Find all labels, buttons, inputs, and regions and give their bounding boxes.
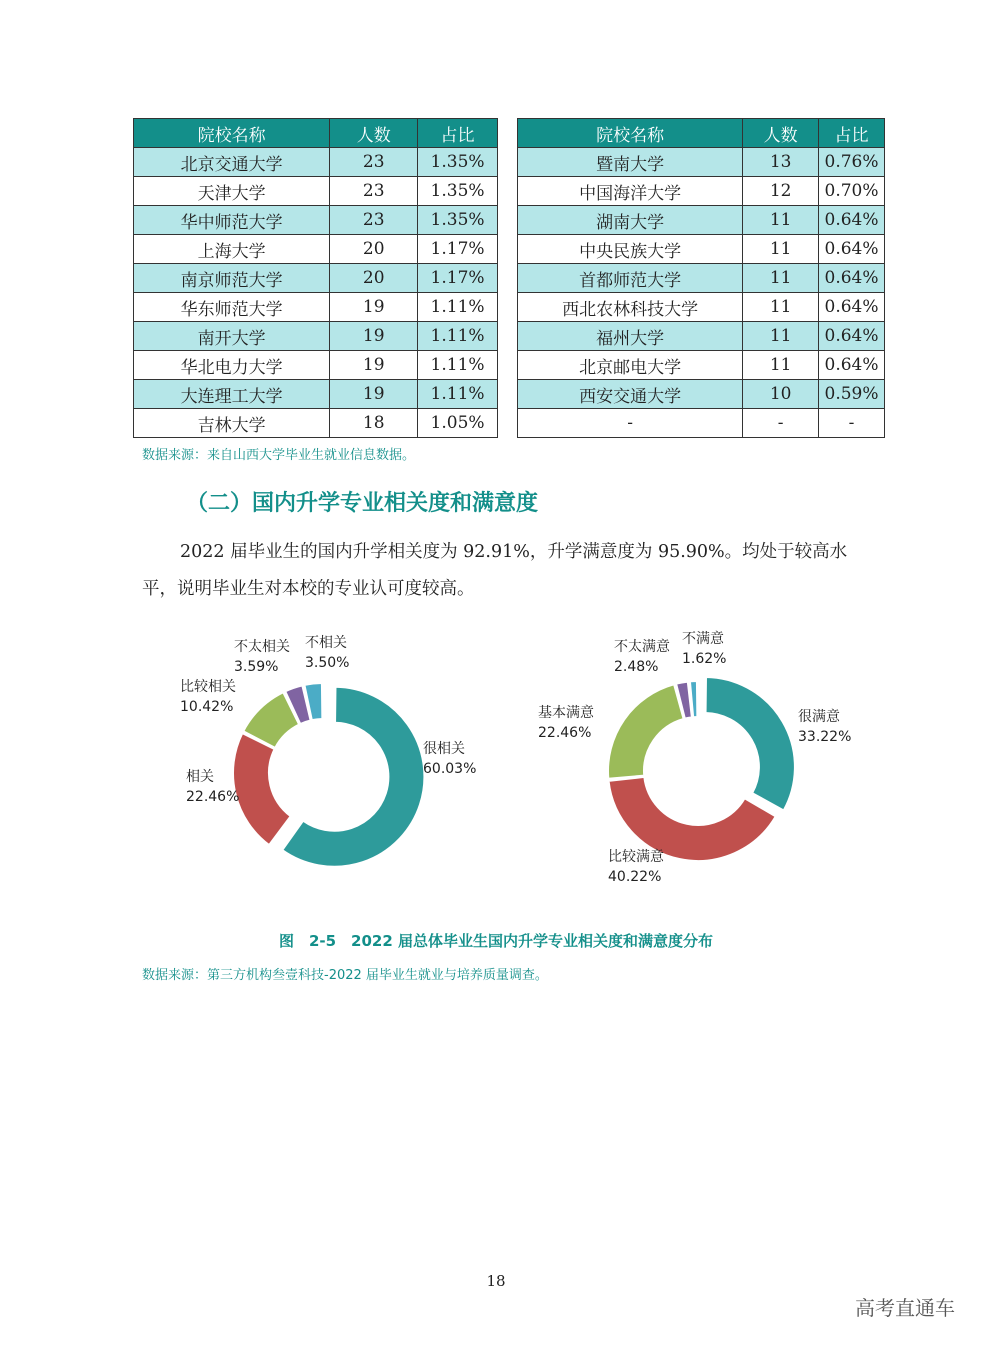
cell-count: 18 xyxy=(330,409,418,438)
cell-school-name: 西安交通大学 xyxy=(518,380,743,409)
table-row xyxy=(518,235,885,264)
slice-value-label: 2.48% xyxy=(614,659,659,675)
figure-caption: 图 2-5 2022 届总体毕业生国内升学专业相关度和满意度分布 xyxy=(278,932,714,950)
table-row xyxy=(518,380,885,409)
slice-label: 很相关 xyxy=(423,741,465,757)
cell-ratio: 1.11% xyxy=(418,293,498,322)
cell-school-name: 福州大学 xyxy=(518,322,743,351)
table-row xyxy=(518,322,885,351)
cell-school-name: 北京邮电大学 xyxy=(518,351,743,380)
cell-count: 20 xyxy=(330,235,418,264)
cell-school-name: 大连理工大学 xyxy=(134,380,330,409)
cell-ratio: 0.64% xyxy=(819,235,885,264)
section-heading: （二）国内升学专业相关度和满意度 xyxy=(186,491,539,516)
cell-ratio: 1.11% xyxy=(418,322,498,351)
body-paragraph: 2022 届毕业生的国内升学相关度为 92.91%，升学满意度为 95.90%。均处于较高水平，说明毕业生对本校的专业认可度较高。 xyxy=(142,542,848,599)
table-universities-right xyxy=(517,118,885,438)
cell-count: 10 xyxy=(743,380,819,409)
cell-count: 13 xyxy=(743,148,819,177)
table-row xyxy=(134,148,498,177)
slice-value-label: 33.22% xyxy=(798,729,852,745)
cell-ratio: 1.35% xyxy=(418,177,498,206)
table-row xyxy=(518,206,885,235)
slice-label: 比较相关 xyxy=(180,679,236,695)
cell-count: 20 xyxy=(330,264,418,293)
table-universities-left xyxy=(133,118,498,438)
cell-count: 19 xyxy=(330,322,418,351)
cell-school-name: 西北农林科技大学 xyxy=(518,293,743,322)
slice-label: 不满意 xyxy=(682,631,724,647)
cell-count: 23 xyxy=(330,206,418,235)
cell-school-name: 天津大学 xyxy=(134,177,330,206)
header-ratio: 占比 xyxy=(819,119,885,148)
cell-count: 11 xyxy=(743,206,819,235)
cell-ratio: 0.64% xyxy=(819,322,885,351)
cell-ratio: 0.64% xyxy=(819,264,885,293)
slice-value-label: 1.62% xyxy=(682,651,727,667)
cell-count: 11 xyxy=(743,293,819,322)
cell-ratio: 1.35% xyxy=(418,206,498,235)
cell-school-name: 吉林大学 xyxy=(134,409,330,438)
table-row xyxy=(134,322,498,351)
header-count: 人数 xyxy=(330,119,418,148)
slice-label: 比较满意 xyxy=(608,849,664,865)
table-row xyxy=(134,206,498,235)
cell-ratio: 1.17% xyxy=(418,235,498,264)
table-row xyxy=(518,351,885,380)
table-row xyxy=(518,148,885,177)
donut-slice-1 xyxy=(233,733,291,845)
cell-ratio: 0.70% xyxy=(819,177,885,206)
header-school-name: 院校名称 xyxy=(518,119,743,148)
cell-ratio: 1.35% xyxy=(418,148,498,177)
slice-value-label: 60.03% xyxy=(423,761,477,777)
slice-value-label: 40.22% xyxy=(608,869,662,885)
slice-label: 很满意 xyxy=(798,709,840,725)
cell-school-name: 华中师范大学 xyxy=(134,206,330,235)
cell-count: 11 xyxy=(743,235,819,264)
cell-school-name: 华北电力大学 xyxy=(134,351,330,380)
table-source-note: 数据来源：来自山西大学毕业生就业信息数据。 xyxy=(142,448,416,463)
slice-label: 基本满意 xyxy=(538,705,594,721)
cell-school-name: - xyxy=(518,409,743,438)
cell-count: 19 xyxy=(330,293,418,322)
table-row xyxy=(134,235,498,264)
slice-value-label: 22.46% xyxy=(186,789,240,805)
slice-value-label: 22.46% xyxy=(538,725,592,741)
relevance-donut-chart xyxy=(160,615,500,915)
donut-slice-2 xyxy=(608,684,684,778)
cell-ratio: 0.76% xyxy=(819,148,885,177)
cell-count: 23 xyxy=(330,148,418,177)
cell-count: 11 xyxy=(743,264,819,293)
slice-value-label: 3.50% xyxy=(305,655,350,671)
cell-school-name: 中央民族大学 xyxy=(518,235,743,264)
cell-count: 11 xyxy=(743,322,819,351)
cell-count: 11 xyxy=(743,351,819,380)
cell-count: 12 xyxy=(743,177,819,206)
cell-count: 19 xyxy=(330,380,418,409)
table-row xyxy=(518,293,885,322)
slice-label: 相关 xyxy=(186,769,214,785)
table-row xyxy=(134,264,498,293)
page-number: 18 xyxy=(486,1272,506,1290)
cell-school-name: 暨南大学 xyxy=(518,148,743,177)
slice-label: 不相关 xyxy=(305,635,347,651)
table-row xyxy=(134,409,498,438)
cell-ratio: 1.17% xyxy=(418,264,498,293)
figure-source-note: 数据来源：第三方机构叁壹科技-2022 届毕业生就业与培养质量调查。 xyxy=(142,968,548,983)
slice-value-label: 10.42% xyxy=(180,699,234,715)
cell-ratio: 0.64% xyxy=(819,293,885,322)
header-school-name: 院校名称 xyxy=(134,119,330,148)
table-row xyxy=(134,351,498,380)
cell-school-name: 南京师范大学 xyxy=(134,264,330,293)
cell-ratio: 0.59% xyxy=(819,380,885,409)
satisfaction-donut-chart xyxy=(520,615,860,915)
table-row xyxy=(518,177,885,206)
cell-count: 23 xyxy=(330,177,418,206)
header-count: 人数 xyxy=(743,119,819,148)
watermark-text: 高考直通车 xyxy=(855,1296,955,1320)
cell-ratio: - xyxy=(819,409,885,438)
table-row xyxy=(134,380,498,409)
cell-school-name: 中国海洋大学 xyxy=(518,177,743,206)
slice-value-label: 3.59% xyxy=(234,659,279,675)
cell-ratio: 1.05% xyxy=(418,409,498,438)
cell-school-name: 华东师范大学 xyxy=(134,293,330,322)
table-row xyxy=(518,409,885,438)
cell-school-name: 南开大学 xyxy=(134,322,330,351)
header-ratio: 占比 xyxy=(418,119,498,148)
cell-ratio: 0.64% xyxy=(819,351,885,380)
cell-school-name: 首都师范大学 xyxy=(518,264,743,293)
cell-school-name: 上海大学 xyxy=(134,235,330,264)
cell-count: - xyxy=(743,409,819,438)
table-row xyxy=(518,264,885,293)
cell-ratio: 0.64% xyxy=(819,206,885,235)
slice-label: 不太相关 xyxy=(234,639,290,655)
table-row xyxy=(134,293,498,322)
cell-ratio: 1.11% xyxy=(418,380,498,409)
donut-slice-0 xyxy=(706,677,795,810)
table-row xyxy=(134,177,498,206)
cell-ratio: 1.11% xyxy=(418,351,498,380)
slice-label: 不太满意 xyxy=(614,639,670,655)
cell-school-name: 湖南大学 xyxy=(518,206,743,235)
cell-count: 19 xyxy=(330,351,418,380)
cell-school-name: 北京交通大学 xyxy=(134,148,330,177)
